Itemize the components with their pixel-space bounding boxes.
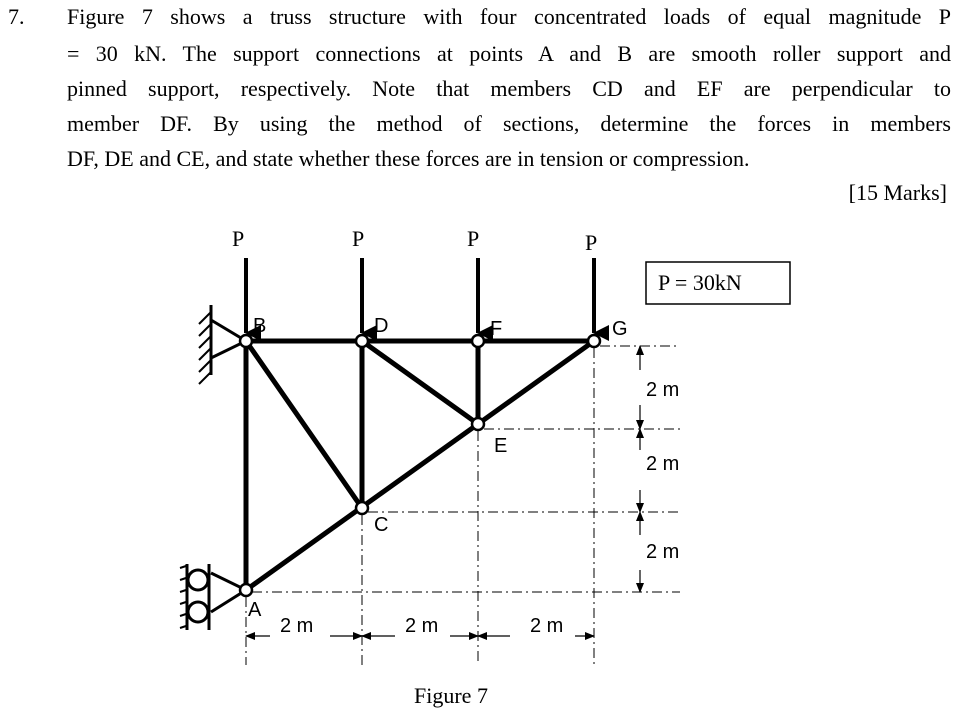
dimension-label: 2 m xyxy=(280,615,314,637)
member-BC xyxy=(246,341,362,508)
load-label: P xyxy=(352,226,365,251)
load-label: P xyxy=(232,226,245,251)
question-text-line: DF, DE and CE, and state whether these forces are in tension or compression. xyxy=(67,146,750,171)
load-value: P = 30kN xyxy=(658,270,742,295)
node-label-C: C xyxy=(374,514,389,536)
node-label-A: A xyxy=(248,599,262,621)
dimension-label: 2 m xyxy=(646,379,680,401)
question-number: 7. xyxy=(8,4,25,29)
member-DE xyxy=(362,341,478,424)
dimension-label: 2 m xyxy=(646,541,680,563)
marks-label: [15 Marks] xyxy=(848,180,947,205)
pinned-support-B xyxy=(199,305,246,384)
dimension-label: 2 m xyxy=(646,453,680,475)
node-label-B: B xyxy=(253,315,267,337)
node-label-G: G xyxy=(612,318,628,340)
node-label-D: D xyxy=(374,315,389,337)
question-text-line: Figure 7 shows a truss structure with four concentrated loads of equal magnitude P xyxy=(67,4,951,29)
member-AG xyxy=(246,341,594,590)
load-label: P xyxy=(585,230,598,255)
truss-members xyxy=(246,341,594,590)
dimension-label: 2 m xyxy=(530,615,564,637)
roller-support-A xyxy=(180,564,246,630)
load-label: P xyxy=(467,226,480,251)
dimension-label: 2 m xyxy=(405,615,439,637)
question-text-line: member DF. By using the method of sections, determine the forces in members xyxy=(67,111,951,136)
load-arrows xyxy=(246,258,594,333)
node-label-E: E xyxy=(494,435,508,457)
question-text-line: pinned support, respectively. Note that members CD and EF are perpendicular to xyxy=(67,76,951,101)
node-label-F: F xyxy=(490,318,503,340)
question-text-line: = 30 kN. The support connections at points A and B are smooth roller support and xyxy=(67,41,951,66)
figure-caption: Figure 7 xyxy=(414,683,488,708)
